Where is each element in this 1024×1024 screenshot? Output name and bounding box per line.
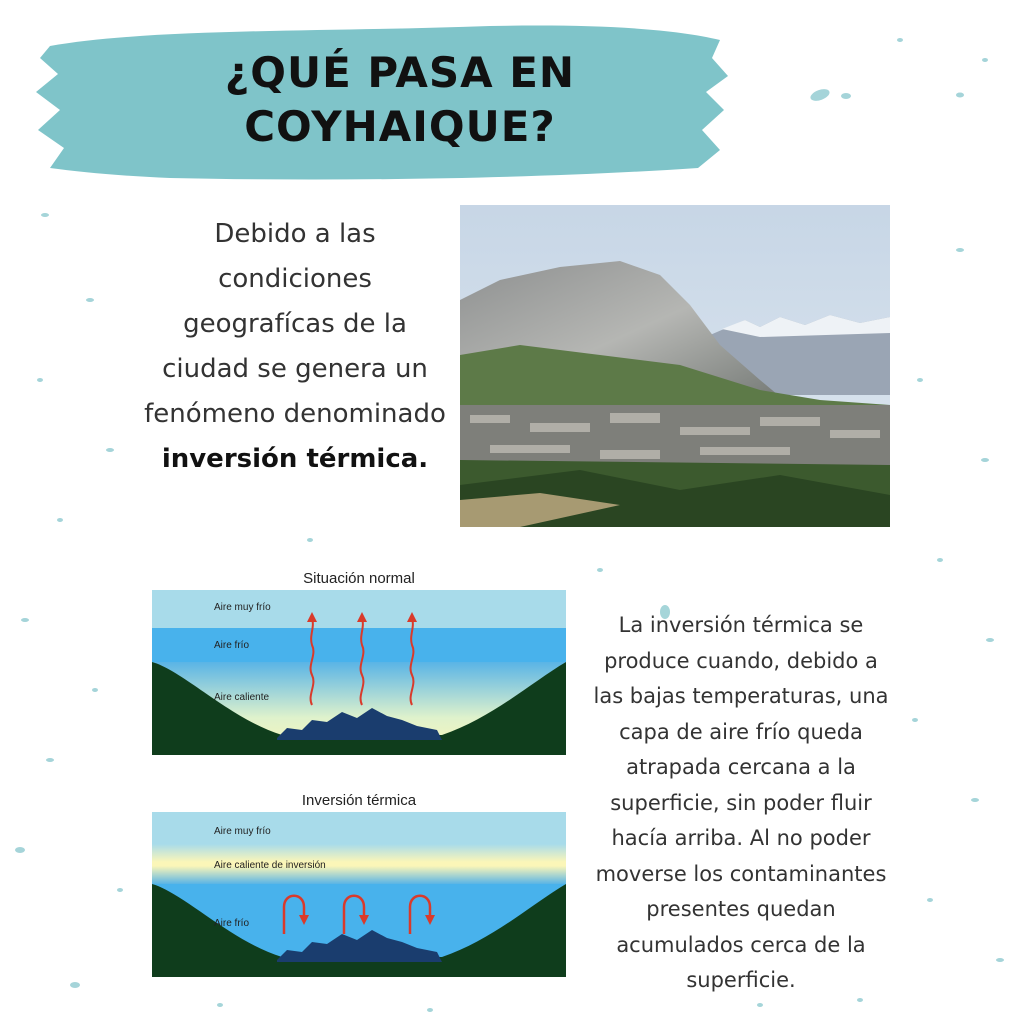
explanation-paragraph: La inversión térmica se produce cuando, debido a las bajas temperaturas, una capa de aire frío queda atrapada cercana a la superficie, sin poder fluir hacía arriba. Al no poder moverse los contaminantes presentes quedan acumulados cerca de la superficie. bbox=[593, 613, 889, 992]
inversion-layer-3: Aire frío bbox=[214, 918, 250, 929]
inversion-layer-2: Aire caliente de inversión bbox=[214, 860, 326, 871]
diagram-inversion bbox=[152, 812, 566, 977]
diagram-normal bbox=[152, 590, 566, 755]
page-title bbox=[200, 46, 600, 154]
normal-layer-3: Aire caliente bbox=[214, 692, 270, 703]
title-line-1: ¿QUÉ PASA EN bbox=[224, 48, 576, 97]
inversion-layer-1: Aire muy frío bbox=[214, 826, 271, 837]
intro-text: Debido a las condiciones geografícas de la ciudad se genera un fenómeno denominado bbox=[144, 219, 446, 429]
intro-paragraph bbox=[140, 212, 450, 482]
intro-highlight: inversión térmica. bbox=[161, 444, 429, 474]
diagram-inversion-title: Inversión térmica bbox=[301, 792, 417, 809]
normal-layer-2: Aire frío bbox=[214, 640, 250, 651]
normal-layer-1: Aire muy frío bbox=[214, 602, 271, 613]
title-line-2: COYHAIQUE? bbox=[244, 102, 556, 151]
diagram-normal-title: Situación normal bbox=[303, 570, 415, 587]
coyhaique-photo bbox=[460, 205, 890, 527]
